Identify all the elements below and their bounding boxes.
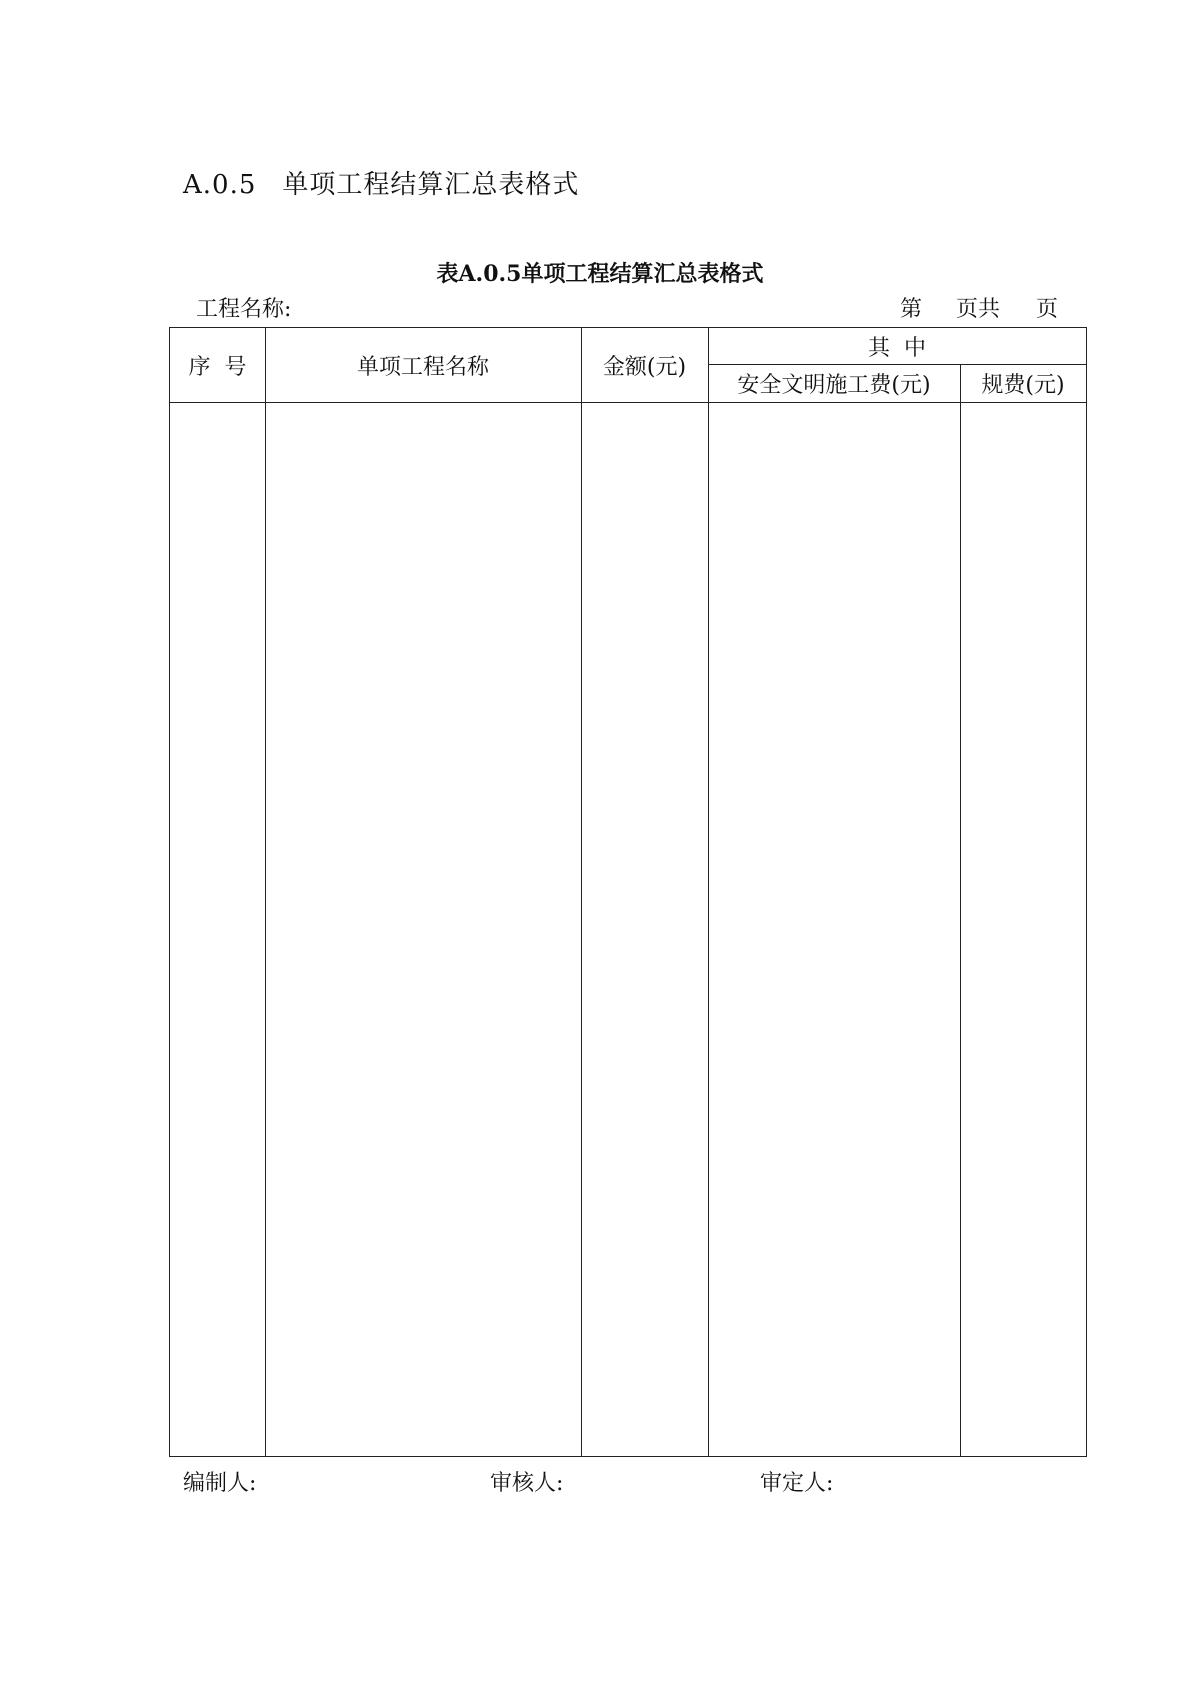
header-amount: 金额(元) bbox=[602, 354, 687, 380]
section-title-text: 单项工程结算汇总表格式 bbox=[282, 170, 580, 200]
header-bottom-line bbox=[170, 402, 1086, 403]
approver-label: 审定人: bbox=[760, 1471, 834, 1496]
reviewer-label: 审核人: bbox=[490, 1471, 564, 1496]
col-divider-1 bbox=[265, 328, 266, 1456]
header-item-name: 单项工程名称 bbox=[356, 354, 489, 380]
section-code: A.0.5 bbox=[183, 170, 257, 200]
col-divider-3 bbox=[708, 328, 709, 1456]
header-safety-fee: 安全文明施工费(元) bbox=[737, 372, 931, 398]
header-regulatory-fee: 规费(元) bbox=[981, 372, 1065, 398]
section-title bbox=[183, 164, 579, 201]
settlement-summary-table bbox=[169, 327, 1087, 1457]
table-title: 表A.0.5单项工程结算汇总表格式 bbox=[436, 261, 764, 287]
compiler-label: 编制人: bbox=[183, 1471, 257, 1496]
page-suffix: 页 bbox=[1036, 297, 1059, 322]
page-prefix: 第 bbox=[900, 297, 923, 322]
project-name-label: 工程名称: bbox=[196, 297, 292, 322]
col-divider-4 bbox=[960, 364, 961, 1456]
header-of-which: 其 中 bbox=[868, 335, 926, 361]
col-divider-2 bbox=[581, 328, 582, 1456]
header-seq: 序 号 bbox=[188, 354, 247, 380]
page-indicator bbox=[900, 292, 1058, 323]
page-mid: 页共 bbox=[956, 297, 1001, 322]
